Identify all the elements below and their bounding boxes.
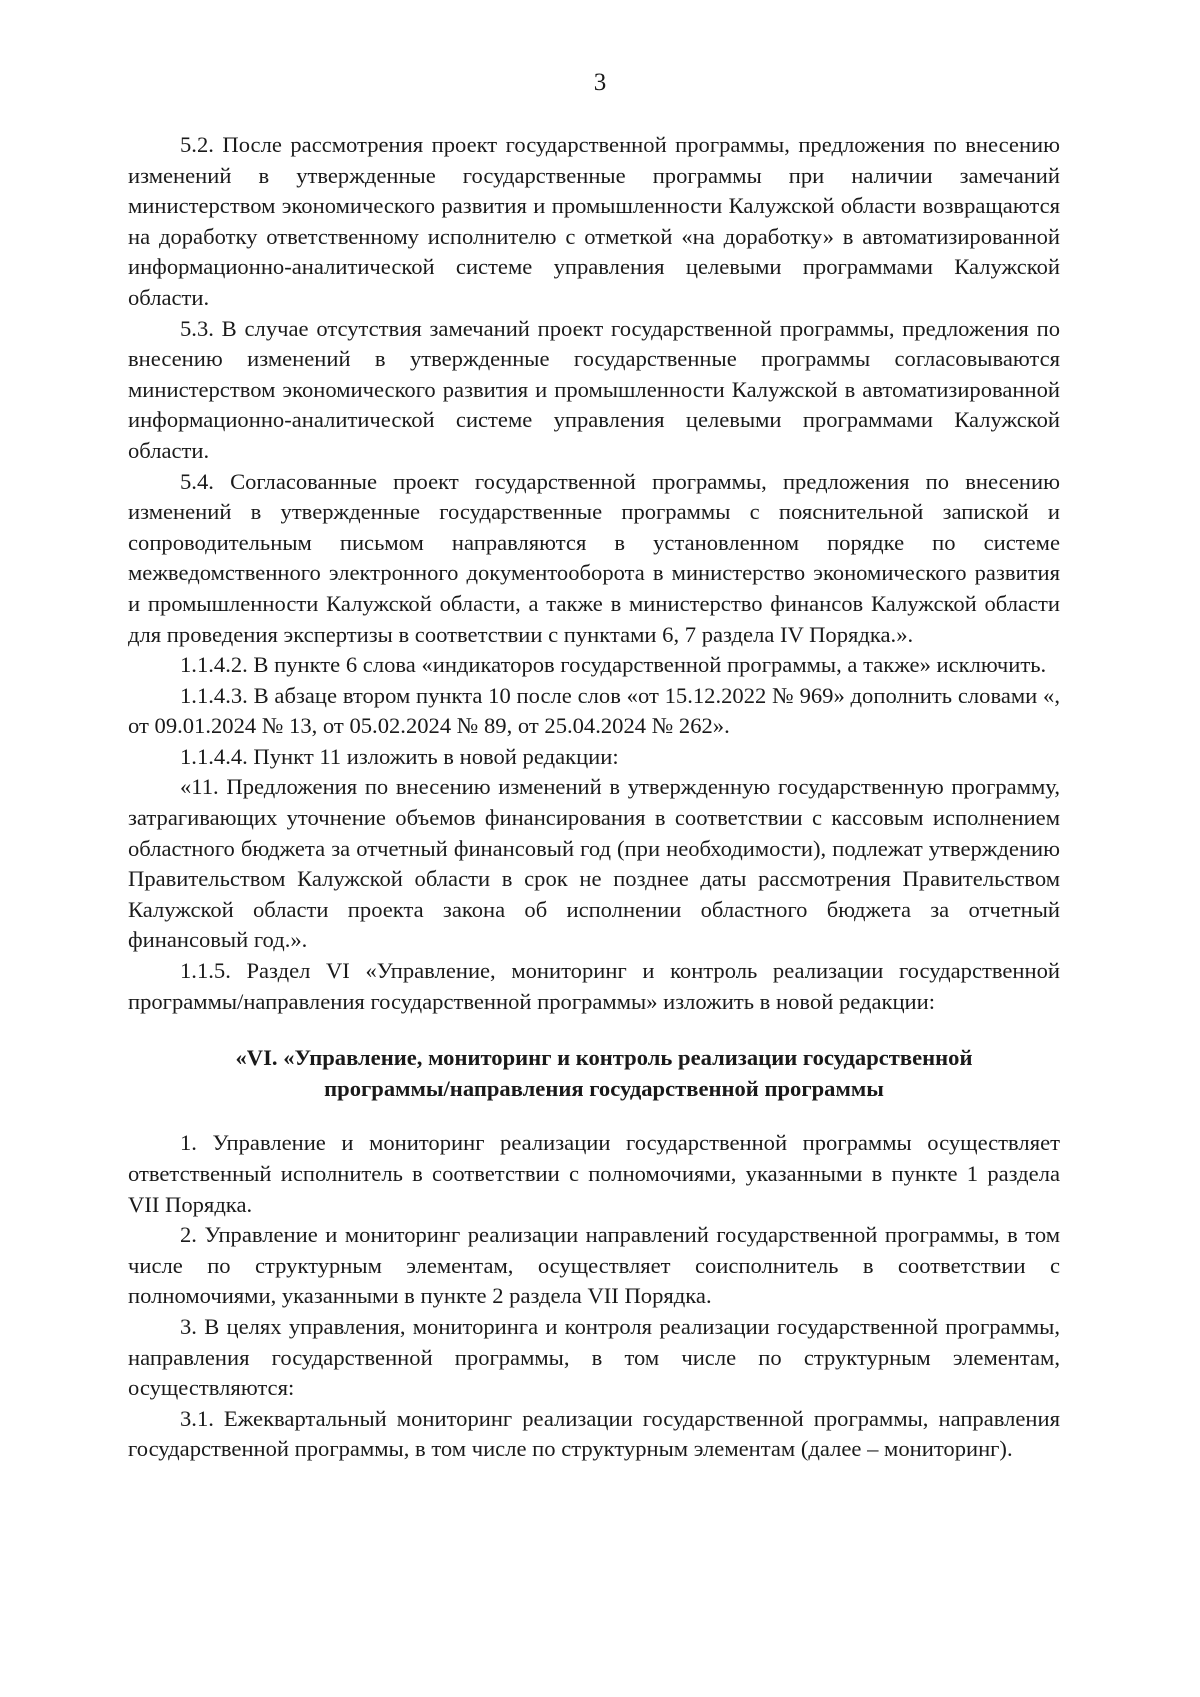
paragraph-5-2: 5.2. После рассмотрения проект государственной программы, предложения по внесению изменений в утвержденные государственные программы при наличии замечаний министерством экономического развития и промышленности Калужской области возвращаются на доработку ответственному исполнителю с отметкой «на доработку» в автоматизированной информационно-аналитической системе управления целевыми программами Калужской области.: [128, 132, 1060, 310]
paragraph-vi-3: 3. В целях управления, мониторинга и контроля реализации государственной программы, направления государственной программы, в том числе по структурным элементам, осуществляются:: [128, 1313, 1060, 1401]
section-heading-vi: «VI. «Управление, мониторинг и контроль реализации государственной программы/направления государственной программы: [235, 1045, 973, 1101]
paragraph-5-4: 5.4. Согласованные проект государственной программы, предложения по внесению изменений в утвержденные государственные программы с пояснительной запиской и сопроводительным письмом направляются в установленном порядке по системе межведомственного электронного документооборота в министерство экономического развития и промышленности Калужской области, а также в министерство финансов Калужской области для проведения экспертизы в соответствии с пунктами 6, 7 раздела IV Порядка.».: [128, 468, 1060, 647]
document-body: [128, 130, 1060, 1465]
paragraph-vi-3-1: 3.1. Ежеквартальный мониторинг реализации государственной программы, направления государственной программы, в том числе по структурным элементам (далее – мониторинг).: [128, 1405, 1060, 1462]
paragraph-1-1-4-4: 1.1.4.4. Пункт 11 изложить в новой редакции:: [180, 743, 619, 769]
paragraph-vi-2: 2. Управление и мониторинг реализации направлений государственной программы, в том числе по структурным элементам, осуществляет соисполнитель в соответствии с полномочиями, указанными в пункте 2 раздела VII Порядка.: [128, 1222, 1060, 1309]
paragraph-1-1-5: 1.1.5. Раздел VI «Управление, мониторинг и контроль реализации государственной программы/направления государственной программы» изложить в новой редакции:: [128, 958, 1060, 1014]
paragraph-1-1-4-3: 1.1.4.3. В абзаце втором пункта 10 после слов «от 15.12.2022 № 969» дополнить словами «, от 09.01.2024 № 13, от 05.02.2024 № 89, от 25.04.2024 № 262».: [128, 682, 1060, 739]
paragraph-5-3: 5.3. В случае отсутствия замечаний проект государственной программы, предложения по внесению изменений в утвержденные государственные программы согласовываются министерством экономического развития и промышленности Калужской в автоматизированной информационно-аналитической системе управления целевыми программами Калужской области.: [128, 315, 1060, 463]
page-number: 3: [593, 69, 607, 96]
paragraph-vi-1: 1. Управление и мониторинг реализации государственной программы осуществляет ответственный исполнитель в соответствии с полномочиями, указанными в пункте 1 раздела VII Порядка.: [128, 1130, 1060, 1217]
paragraph-quoted-11: «11. Предложения по внесению изменений в утвержденную государственную программу, затрагивающих уточнение объемов финансирования в соответствии с кассовым исполнением областного бюджета за отчетный финансовый год (при необходимости), подлежат утверждению Правительством Калужской области в срок не позднее даты рассмотрения Правительством Калужской области проекта закона об исполнении областного бюджета за отчетный финансовый год.».: [128, 774, 1060, 953]
paragraph-1-1-4-2: 1.1.4.2. В пункте 6 слова «индикаторов государственной программы, а также» исключить.: [180, 652, 1047, 678]
